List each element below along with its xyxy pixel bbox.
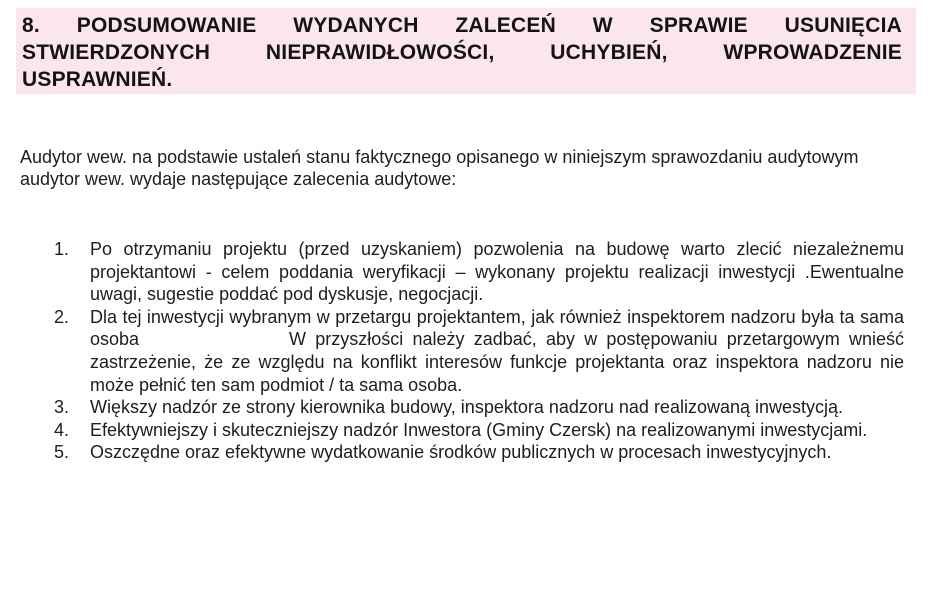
list-item-number: 1.	[54, 239, 70, 259]
list-item-text-part: Dla tej inwestycji wybranym w przetargu projektantem, jak również inspektorem nadzoru była ta sama osoba	[90, 306, 904, 350]
list-item-text-part: W przyszłości należy zadbać, aby w postępowaniu przetargowym wnieść zastrzeżenie, że ze względu na konflikt interesów funkcje projektanta oraz inspektora nadzoru nie może pełnić ten sam podmiot / ta sama osoba.	[90, 329, 904, 395]
list-item-number: 5.	[54, 442, 70, 463]
list-item	[54, 419, 904, 442]
list-item-number: 2.	[54, 306, 70, 327]
list-item	[54, 396, 904, 419]
list-item	[54, 238, 904, 306]
list-item-text	[90, 306, 904, 396]
recommendations-list	[54, 238, 904, 464]
list-item-text: Po otrzymaniu projektu (przed uzyskaniem) pozwolenia na budowę warto zlecić niezależnemu projektantowi - celem poddania weryfikacji – wykonany projektu realizacji inwestycji .Ewentualne uwagi, sugestie poddać pod dyskusje, negocjacji.	[90, 239, 904, 305]
list-item-text: Większy nadzór ze strony kierownika budowy, inspektora nadzoru nad realizowaną inwestycją.	[90, 397, 844, 418]
list-item-text: Efektywniejszy i skuteczniejszy nadzór Inwestora (Gminy Czersk) na realizowanymi inwestycjami.	[90, 419, 868, 440]
intro-paragraph: Audytor wew. na podstawie ustaleń stanu faktycznego opisanego w niniejszym sprawozdaniu audytowym audytor wew. wydaje następujące zalecenia audytowe:	[20, 147, 859, 189]
list-item	[54, 306, 904, 396]
section-heading: 8. PODSUMOWANIE WYDANYCH ZALECEŃ W SPRAWIE USUNIĘCIA STWIERDZONYCH NIEPRAWIDŁOWOŚCI, UCHYBIEŃ, WPROWADZENIE USPRAWNIEŃ.	[22, 14, 902, 91]
list-item-text: Oszczędne oraz efektywne wydatkowanie środków publicznych w procesach inwestycyjnych.	[90, 442, 832, 463]
list-item	[54, 441, 904, 464]
list-item-number: 4.	[54, 419, 70, 440]
list-item-number: 3.	[54, 397, 70, 418]
